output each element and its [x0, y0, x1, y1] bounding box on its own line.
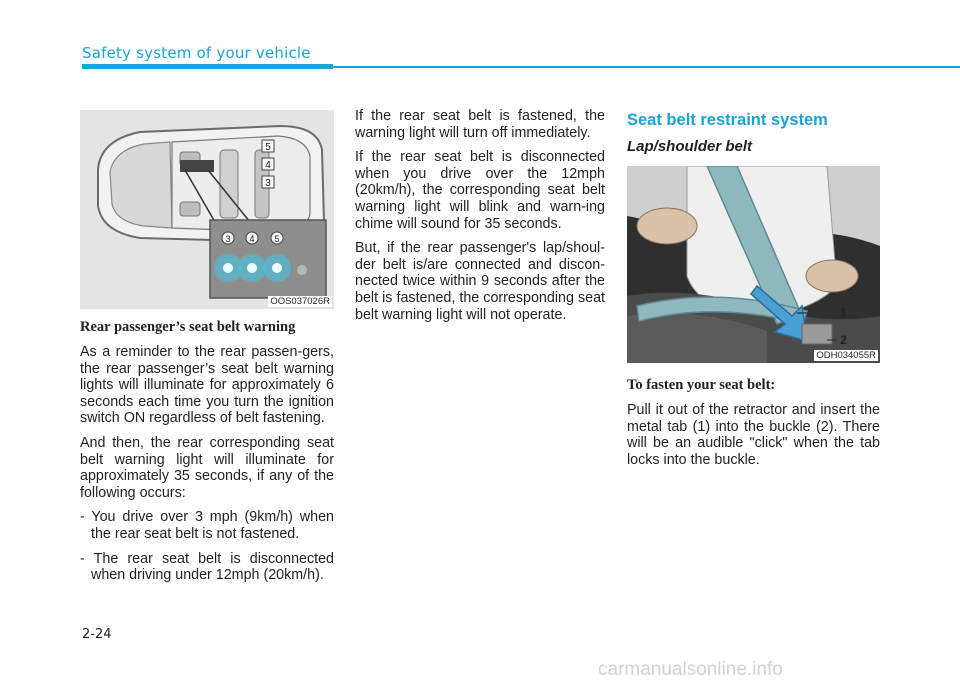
rear-warning-paragraph-2: And then, the rear corresponding seat belt warning light will illuminate for approximately 35 seconds, if any of the following occurs: [80, 434, 334, 501]
rear-warning-bullet-1: - You drive over 3 mph (9km/h) when the rear seat belt is not fastened. [80, 509, 334, 542]
figure-code: ODH034055R [816, 350, 876, 361]
rear-warning-heading: Rear passenger’s seat belt warning [80, 319, 296, 335]
middle-paragraph-1: If the rear seat belt is fastened, the warning light will turn off immediately. [355, 108, 605, 141]
warning-number-5: 5 [274, 234, 280, 244]
lap-belt-figure [627, 166, 880, 363]
fasten-heading: To fasten your seat belt: [627, 377, 776, 393]
figure-code: OOS037026R [270, 296, 330, 307]
header-rule [333, 66, 960, 68]
rear-warning-paragraph-1: As a reminder to the rear passen-gers, the rear passenger’s seat belt warning lights will illuminate for approximately 6 seconds each time you turn the ignition switch ON regardless of belt fastening. [80, 344, 334, 427]
header-accent-bar [82, 64, 333, 69]
middle-paragraph-3: But, if the rear passenger's lap/shoul-der belt is/are connected and discon-nected twice within 9 seconds after the belt is fastened, the corresponding seat belt warning light will not operate. [355, 240, 605, 323]
seat-belt-illustration [627, 166, 880, 363]
seat-number-4: 4 [265, 160, 271, 171]
middle-paragraph-2: If the rear seat belt is disconnected when you drive over the 12mph (20km/h), the corresponding seat belt warning light will blink and warn-ing chime will sound for 35 seconds. [355, 149, 605, 232]
sub-title: Lap/shoulder belt [627, 138, 753, 155]
middle-column [355, 108, 605, 331]
warning-number-4: 4 [249, 234, 255, 244]
callout-1: 1 [840, 306, 847, 320]
page-number: 2-24 [82, 627, 112, 642]
seat-number-3: 3 [265, 178, 271, 189]
section-header-title: Safety system of your vehicle [82, 44, 311, 62]
watermark: carmanualsonline.info [598, 659, 783, 680]
left-column [80, 110, 334, 592]
car-top-view-illustration [80, 110, 334, 309]
section-title: Seat belt restraint system [627, 111, 828, 129]
callout-2: 2 [840, 333, 847, 347]
seat-number-5: 5 [265, 142, 271, 153]
fasten-paragraph: Pull it out of the retractor and insert the metal tab (1) into the buckle (2). There will be an audible "click" when the tab locks into the buckle. [627, 402, 880, 468]
warning-number-3: 3 [225, 234, 231, 244]
rear-seat-warning-figure [80, 110, 334, 309]
rear-warning-bullet-2: - The rear seat belt is disconnected when driving under 12mph (20km/h). [80, 550, 334, 584]
right-column [627, 108, 880, 476]
